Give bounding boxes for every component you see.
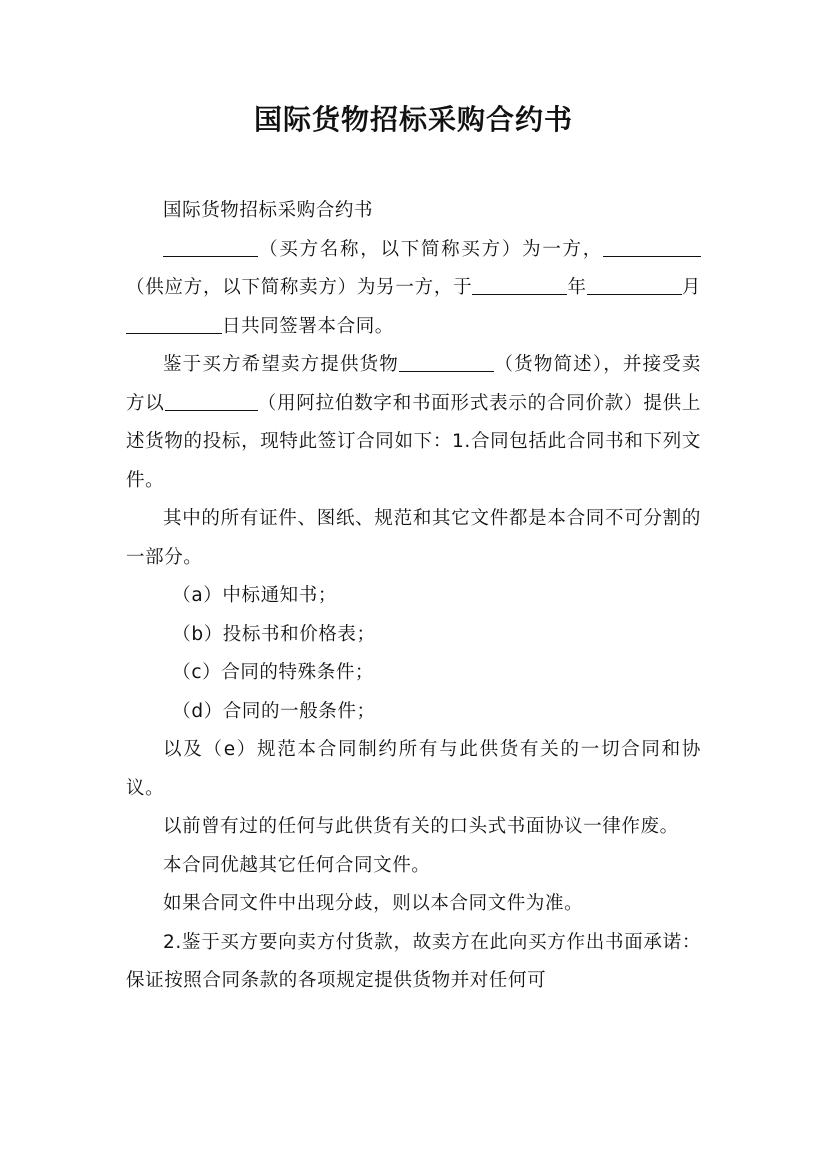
text-seller-desc: （供应方，以下简称卖方）为另一方，于: [126, 277, 473, 298]
list-item-b: （b）投标书和价格表；: [172, 623, 376, 645]
text-goods-desc: （货物简述），并接受卖方以: [126, 354, 701, 414]
day-blank: [126, 314, 222, 334]
paragraph-goods: [126, 346, 701, 500]
year-blank: [472, 276, 567, 296]
paragraph-item-e: 以及（e）规范本合同制约所有与此供货有关的一切合同和协议。: [126, 739, 701, 799]
paragraph-heading-repeat: 国际货物招标采购合约书: [163, 200, 374, 221]
list-item-c: （c）合同的特殊条件；: [172, 662, 375, 683]
paragraph-parties: [126, 231, 701, 347]
paragraph-documents: 其中的所有证件、图纸、规范和其它文件都是本合同不可分割的一部分。: [126, 508, 701, 568]
text-goods-intro: 鉴于买方希望卖方提供货物: [163, 354, 399, 375]
paragraph-void-agreements: 以前曾有过的任何与此供货有关的口头式书面协议一律作废。: [163, 816, 679, 837]
text-day-signed: 日共同签署本合同。: [222, 315, 394, 337]
document-title: 国际货物招标采购合约书: [253, 103, 573, 136]
document-body: [126, 192, 701, 1001]
paragraph-discrepancy: 如果合同文件中出现分歧，则以本合同文件为准。: [163, 893, 584, 914]
list-item-a: （a）中标通知书；: [172, 585, 337, 606]
month-blank: [587, 276, 682, 296]
paragraph-precedence: 本合同优越其它任何合同文件。: [163, 854, 431, 876]
price-blank: [165, 391, 258, 411]
buyer-name-blank: [163, 237, 258, 257]
paragraph-clause-2: 2.鉴于买方要向卖方付货款，故卖方在此向买方作出书面承诺：保证按照合同条款的各项规定提供货物并对任何可: [126, 931, 701, 991]
text-price-desc: （用阿拉伯数字和书面形式表示的合同价款）提供上述货物的投标，现特此签订合同如下：1.合同包括此合同书和下列文件。: [126, 392, 701, 491]
goods-blank: [399, 353, 494, 373]
list-item-d: （d）合同的一般条件；: [172, 700, 376, 722]
text-month: 月: [681, 277, 701, 298]
text-buyer-desc: （买方名称，以下简称买方）为一方，: [258, 238, 603, 260]
text-year: 年: [567, 277, 587, 298]
seller-name-blank: [603, 237, 701, 257]
